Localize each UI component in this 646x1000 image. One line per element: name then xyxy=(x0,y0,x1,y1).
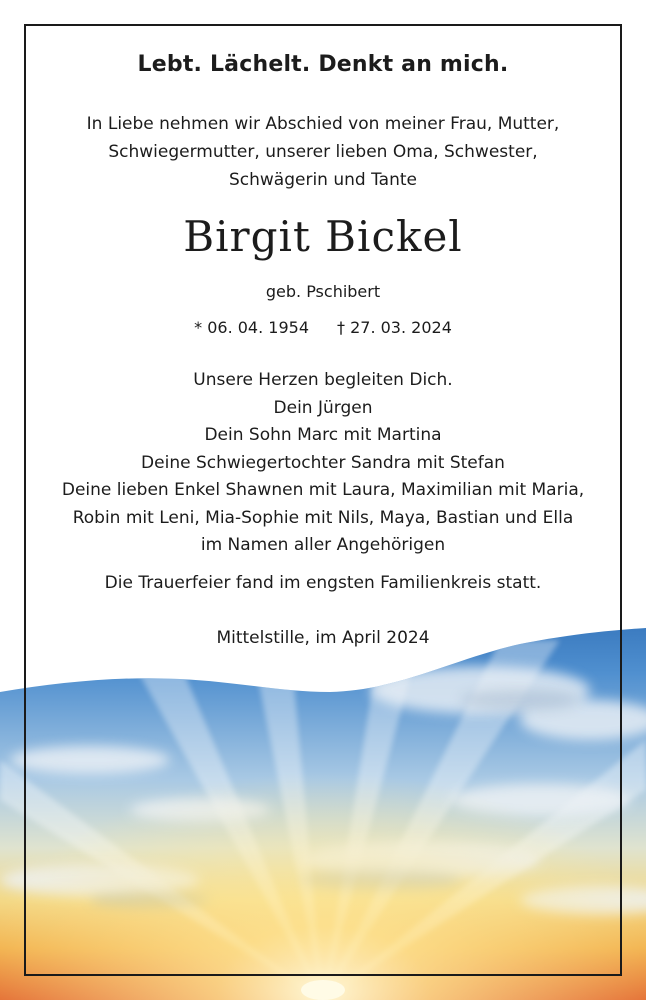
mourner-line: Deine lieben Enkel Shawnen mit Laura, Maximilian mit Maria, xyxy=(61,480,585,500)
mourner-line: Unsere Herzen begleiten Dich. xyxy=(193,370,453,390)
life-dates xyxy=(24,318,622,337)
mourners-list xyxy=(24,367,622,560)
intro-line: Schwägerin und Tante xyxy=(228,170,417,190)
mourner-line: Deine Schwiegertochter Sandra mit Stefan xyxy=(141,452,505,473)
intro-text xyxy=(24,110,622,194)
death-date: † 27. 03. 2024 xyxy=(337,318,452,337)
motto-heading: Lebt. Lächelt. Denkt an mich. xyxy=(137,52,509,77)
mourner-line: Robin mit Leni, Mia-Sophie mit Nils, Maya, Bastian und Ella xyxy=(72,507,574,528)
deceased-name: Birgit Bickel xyxy=(183,212,463,261)
mourner-line: Dein Sohn Marc mit Martina xyxy=(204,425,442,445)
place-and-date: Mittelstille, im April 2024 xyxy=(216,628,430,648)
intro-line: In Liebe nehmen wir Abschied von meiner Frau, Mutter, xyxy=(86,114,560,134)
mourner-line: im Namen aller Angehörigen xyxy=(200,535,446,555)
birth-name: geb. Pschibert xyxy=(265,282,381,301)
birth-date: * 06. 04. 1954 xyxy=(194,318,309,337)
funeral-notice: Die Trauerfeier fand im engsten Familienkreis statt. xyxy=(104,573,542,593)
mourner-line: Dein Jürgen xyxy=(273,397,373,418)
intro-line: Schwiegermutter, unserer lieben Oma, Schwester, xyxy=(108,142,538,162)
